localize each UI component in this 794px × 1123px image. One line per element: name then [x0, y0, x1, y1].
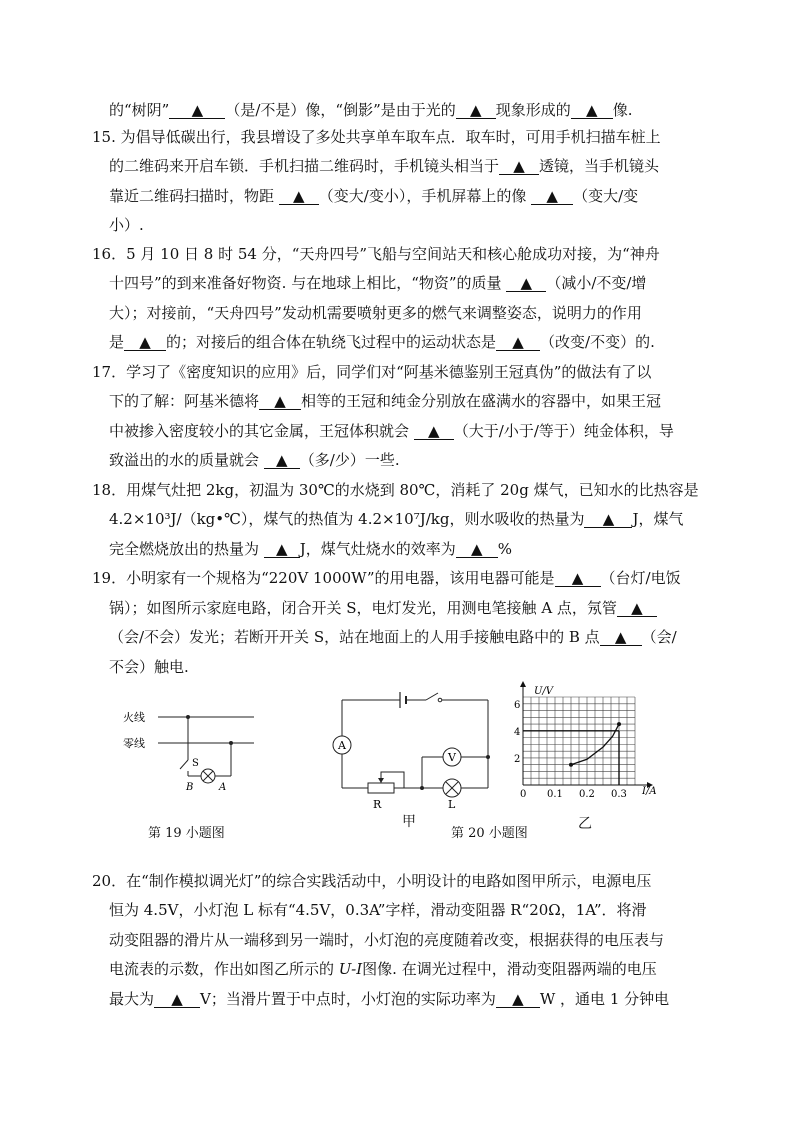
q19-text: 19．小明家有一个规格为“220V 1000W”的用电器，该用电器可能是 — [92, 569, 555, 587]
answer-blank[interactable]: ▲ — [496, 992, 540, 1008]
junction-dot — [186, 715, 190, 719]
q17-line-3 — [109, 422, 674, 440]
q16-line-3: 大）；对接前，“天舟四号”发动机需要喷射更多的燃气来调整姿态，说明力的作用 — [109, 304, 642, 322]
rheostat-body — [368, 783, 394, 793]
answer-blank[interactable]: ▲ — [600, 630, 642, 646]
q18-text: J，煤气灶烧水的效率为 — [299, 540, 456, 558]
q20-text: W ，通电 1 分钟电 — [539, 990, 670, 1008]
answer-blank[interactable]: ▲ — [456, 542, 498, 558]
switch-blade[interactable] — [426, 693, 438, 700]
q18-text: 4.2×10³J/（kg•℃），煤气的热值为 4.2×10⁷J/kg，则水吸收的热量为 — [109, 510, 585, 528]
fig20a-circuit-diagram — [322, 688, 502, 810]
fig20-caption: 第 20 小题图 — [451, 826, 528, 841]
answer-blank[interactable]: ▲ — [124, 335, 166, 351]
chart-grid — [523, 697, 635, 785]
live-wire-label: 火线 — [123, 711, 145, 724]
point-b-label: B — [186, 782, 194, 793]
fig20a-label: 甲 — [402, 814, 416, 830]
q18-line-2 — [109, 510, 683, 528]
q16-line-1: 16．5 月 10 日 8 时 54 分，“天舟四号”飞船与空间站天和核心舱成功对接，为“神舟 — [92, 245, 660, 263]
q20-line-4 — [109, 960, 657, 978]
q14-text-b: （是/不是）像，“倒影”是由于光的 — [225, 101, 456, 119]
answer-blank[interactable]: ▲ — [617, 601, 657, 617]
q19-text: 锅）；如图所示家庭电路，闭合开关 S，电灯发光，用测电笔接触 A 点，氖管 — [109, 599, 617, 617]
answer-blank[interactable]: ▲ — [154, 992, 200, 1008]
q15-text: 靠近二维码扫描时，物距 — [109, 187, 279, 205]
ui-curve-end-point — [617, 722, 621, 726]
answer-blank[interactable]: ▲ — [555, 571, 601, 587]
q15-text: （变大/变 — [573, 187, 639, 205]
q15-line-3 — [109, 187, 638, 205]
answer-blank[interactable]: ▲ — [264, 542, 300, 558]
answer-blank[interactable]: ▲ — [506, 276, 546, 292]
switch-s[interactable] — [180, 760, 188, 769]
lamp-label: L — [448, 798, 456, 810]
q18-text: 完全燃烧放出的热量为 — [109, 540, 264, 558]
q16-text: 的；对接后的组合体在轨绕飞过程中的运动状态是 — [166, 333, 497, 351]
q16-line-4 — [109, 333, 655, 351]
q14-text-c: 现象形成的 — [495, 101, 571, 119]
answer-blank[interactable]: ▲ — [584, 512, 632, 528]
y-axis-label: U/V — [534, 686, 554, 697]
q15-line-1: 15. 为倡导低碳出行，我县增设了多处共享单车取车点．取车时，可用手机扫描车桩上 — [92, 128, 661, 146]
q15-line-2 — [109, 157, 659, 175]
q19-line-1 — [92, 569, 681, 587]
q15-text: （变大/变小），手机屏幕上的像 — [318, 187, 532, 205]
junction-dot — [486, 755, 490, 759]
answer-blank[interactable]: ▲ — [531, 189, 573, 205]
slider-arrowhead — [378, 778, 384, 783]
fig20b-ui-chart — [500, 680, 670, 820]
x-tick-label: 0 — [520, 789, 527, 800]
q19-text: （台灯/电饭 — [600, 569, 681, 587]
q15-text: 的二维码来开启车锁．手机扫描二维码时，手机镜头相当于 — [109, 157, 500, 175]
chart-series — [523, 722, 621, 785]
fig20b-label: 乙 — [578, 816, 592, 832]
q18-line-3 — [109, 540, 512, 558]
q17-text: 中被掺入密度较小的其它金属，王冠体积就会 — [109, 422, 414, 440]
x-axis-label: I/A — [642, 786, 657, 797]
fig19-circuit-diagram — [118, 700, 268, 800]
q19-line-2 — [109, 599, 657, 617]
q14-text-a: 的“树阴” — [109, 101, 170, 119]
answer-blank[interactable]: ▲ — [169, 103, 225, 119]
q17-line-4 — [109, 451, 400, 469]
q14-line — [109, 101, 633, 119]
answer-blank[interactable]: ▲ — [279, 189, 319, 205]
x-tick-label: 0.2 — [579, 789, 595, 800]
ammeter-label: A — [338, 739, 346, 752]
q16-text: （减小/不变/增 — [546, 274, 647, 292]
q16-text: 十四号”的到来准备好物资. 与在地球上相比，“物资”的质量 — [109, 274, 507, 292]
fig19-caption: 第 19 小题图 — [148, 826, 225, 841]
q19-text: （会/不会）发光；若断开开关 S，站在地面上的人用手接触电路中的 B 点 — [109, 628, 600, 646]
answer-blank[interactable]: ▲ — [414, 424, 454, 440]
q18-text: J，煤气 — [632, 510, 684, 528]
point-a-label: A — [219, 782, 227, 793]
q19-line-4: 不会）触电. — [109, 658, 189, 676]
q14-text-d: 像. — [612, 101, 633, 119]
q20-text: 图像. 在调光过程中，滑动变阻器两端的电压 — [362, 960, 657, 978]
ui-curve-start-point — [569, 763, 573, 767]
answer-blank[interactable]: ▲ — [264, 453, 300, 469]
q16-text: （改变/不变）的. — [540, 333, 655, 351]
q17-text: 下的了解：阿基米德将 — [109, 392, 260, 410]
q20-line-5 — [109, 990, 669, 1008]
q20-text: 电流表的示数，作出如图乙所示的 — [109, 960, 339, 978]
y-tick-label: 6 — [514, 699, 521, 711]
answer-blank[interactable]: ▲ — [456, 103, 496, 119]
answer-blank[interactable]: ▲ — [571, 103, 613, 119]
q17-text: 相等的王冠和纯金分别放在盛满水的容器中，如果王冠 — [301, 392, 662, 410]
x-tick-label: 0.3 — [611, 789, 627, 800]
q16-line-2 — [109, 274, 646, 292]
q17-text: 致溢出的水的质量就会 — [109, 451, 264, 469]
voltmeter-label: V — [448, 751, 456, 764]
q17-line-2 — [109, 392, 661, 410]
switch-label: S — [192, 758, 199, 769]
rheostat-label: R — [373, 798, 382, 810]
q17-text: （多/少）一些. — [299, 451, 400, 469]
q20-text-italic: U-I — [338, 960, 363, 978]
q20-line-2: 恒为 4.5V，小灯泡 L 标有“4.5V，0.3A”字样，滑动变阻器 R“20Ω，1A”．将滑 — [109, 901, 647, 919]
x-tick-label: 0.1 — [547, 789, 563, 800]
y-tick-label: 2 — [514, 753, 521, 765]
q15-line-4: 小）. — [109, 216, 144, 234]
q18-text: % — [497, 540, 513, 558]
answer-blank[interactable]: ▲ — [496, 335, 540, 351]
q16-text: 是 — [109, 333, 125, 351]
q19-line-3 — [109, 628, 677, 646]
q17-text: （大于/小于/等于）纯金体积，导 — [453, 422, 674, 440]
q20-text: 最大为 — [109, 990, 155, 1008]
q18-line-1: 18．用煤气灶把 2kg，初温为 30℃的水烧到 80℃，消耗了 20g 煤气，已知水的比热容是 — [92, 481, 699, 499]
q19-text: （会/ — [641, 628, 677, 646]
q20-text: V；当滑片置于中点时，小灯泡的实际功率为 — [200, 990, 496, 1008]
junction-dot — [229, 741, 233, 745]
neutral-wire-label: 零线 — [123, 737, 145, 750]
switch-contact — [438, 698, 442, 702]
q20-line-1: 20．在“制作模拟调光灯”的综合实践活动中，小明设计的电路如图甲所示，电源电压 — [92, 872, 652, 890]
answer-blank[interactable]: ▲ — [499, 159, 539, 175]
q17-line-1: 17．学习了《密度知识的应用》后，同学们对“阿基米德鉴别王冠真伪”的做法有了以 — [92, 363, 652, 381]
answer-blank[interactable]: ▲ — [259, 394, 301, 410]
y-tick-label: 4 — [514, 726, 521, 738]
q20-line-3: 动变阻器的滑片从一端移到另一端时，小灯泡的亮度随着改变，根据获得的电压表与 — [109, 931, 665, 949]
y-axis-arrow — [520, 681, 526, 687]
q15-text: 透镜，当手机镜头 — [539, 157, 660, 175]
